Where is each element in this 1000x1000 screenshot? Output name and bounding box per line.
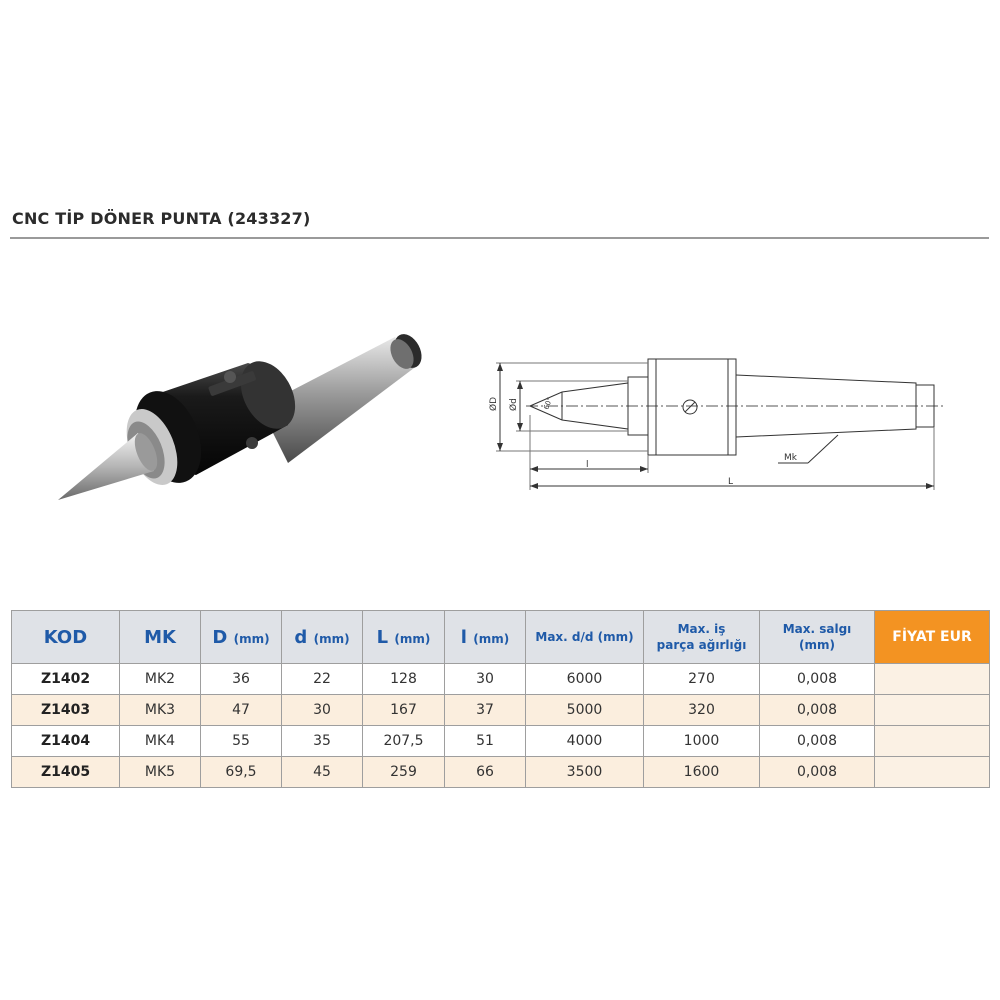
mk-label: Mk	[784, 453, 797, 463]
dim-D-label: ØD	[489, 396, 499, 411]
header-kod: KOD	[12, 611, 120, 664]
cell-L: 259	[363, 757, 445, 788]
cell-price	[875, 726, 990, 757]
angle-label: 60°	[542, 396, 555, 411]
cell-l: 30	[445, 664, 526, 695]
cell-price	[875, 695, 990, 726]
cell-max-weight: 1600	[644, 757, 760, 788]
header-max-dd: Max. d/d (mm)	[526, 611, 644, 664]
cell-l: 51	[445, 726, 526, 757]
header-D: D (mm)	[201, 611, 282, 664]
cell-max-dd: 6000	[526, 664, 644, 695]
cell-L: 207,5	[363, 726, 445, 757]
cell-d: 35	[282, 726, 363, 757]
dim-L-label: L	[728, 477, 734, 487]
cell-mk: MK2	[120, 664, 201, 695]
cell-max-weight: 270	[644, 664, 760, 695]
cell-d: 22	[282, 664, 363, 695]
header-mk: MK	[120, 611, 201, 664]
product-photo	[40, 325, 450, 515]
table-header-row	[12, 611, 990, 664]
page-title: CNC TİP DÖNER PUNTA (243327)	[12, 209, 311, 228]
cell-max-runout: 0,008	[760, 695, 875, 726]
cell-D: 36	[201, 664, 282, 695]
cell-D: 69,5	[201, 757, 282, 788]
header-d: d (mm)	[282, 611, 363, 664]
cell-D: 55	[201, 726, 282, 757]
cell-D: 47	[201, 695, 282, 726]
cell-code: Z1402	[12, 664, 120, 695]
cell-max-dd: 4000	[526, 726, 644, 757]
dim-l-label: l	[586, 460, 589, 470]
cell-code: Z1405	[12, 757, 120, 788]
cell-mk: MK4	[120, 726, 201, 757]
dim-d-label: Ød	[509, 398, 519, 411]
header-l: l (mm)	[445, 611, 526, 664]
cell-max-weight: 320	[644, 695, 760, 726]
cell-L: 167	[363, 695, 445, 726]
cell-L: 128	[363, 664, 445, 695]
header-max-weight: Max. iş parça ağırlığı	[644, 611, 760, 664]
cell-price	[875, 757, 990, 788]
table-row	[12, 757, 990, 788]
header-L: L (mm)	[363, 611, 445, 664]
cell-d: 45	[282, 757, 363, 788]
cell-price	[875, 664, 990, 695]
cell-max-dd: 3500	[526, 757, 644, 788]
cell-max-runout: 0,008	[760, 726, 875, 757]
cell-max-dd: 5000	[526, 695, 644, 726]
technical-drawing	[478, 355, 948, 495]
cell-max-runout: 0,008	[760, 757, 875, 788]
cell-max-runout: 0,008	[760, 664, 875, 695]
cell-l: 66	[445, 757, 526, 788]
table-row	[12, 664, 990, 695]
cell-l: 37	[445, 695, 526, 726]
cell-code: Z1404	[12, 726, 120, 757]
cell-mk: MK3	[120, 695, 201, 726]
cell-code: Z1403	[12, 695, 120, 726]
cell-max-weight: 1000	[644, 726, 760, 757]
cell-mk: MK5	[120, 757, 201, 788]
spec-table	[11, 610, 990, 788]
header-price: FİYAT EUR	[875, 611, 990, 664]
table-row	[12, 726, 990, 757]
header-max-runout: Max. salgı (mm)	[760, 611, 875, 664]
table-row	[12, 695, 990, 726]
cell-d: 30	[282, 695, 363, 726]
title-divider	[10, 237, 989, 239]
